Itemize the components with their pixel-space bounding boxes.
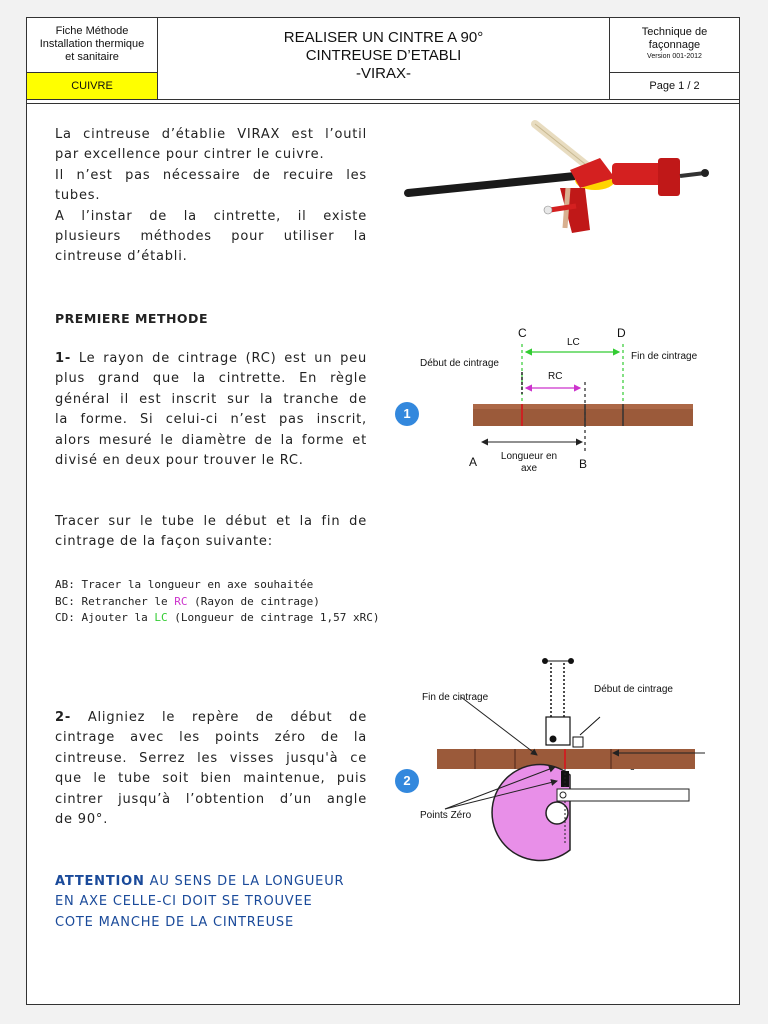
intro-line: cintreuse d’établi.	[55, 249, 188, 265]
step-cd-lc: LC	[154, 611, 168, 624]
intro-line: Il n’est pas nécessaire de recuire les	[55, 167, 367, 183]
title-line: -VIRAX-	[355, 65, 411, 82]
method1-line: divisé en deux pour trouver le RC.	[55, 453, 304, 469]
method1-line: alors mesuré le diamètre de la forme et	[55, 432, 367, 448]
step-cd	[55, 610, 380, 627]
tracer-line: cintrage de la façon suivante:	[55, 534, 273, 550]
step-bc-rc: RC	[174, 594, 188, 608]
attention-line: AU SENS DE LA LONGUEUR	[144, 874, 345, 889]
method2-number: 2-	[55, 710, 72, 725]
tracer-paragraph	[55, 512, 367, 553]
attention-line: COTE MANCHE DE LA CINTREUSE	[55, 914, 294, 930]
method2-line: cintreuse. Serrez les visses jusqu'à ce	[55, 750, 367, 766]
steps-list	[55, 577, 380, 627]
header-version: Version 001-2012	[647, 53, 702, 60]
step-bc-text: BC: Retrancher le	[55, 594, 175, 608]
diagram-1-drawing	[400, 330, 700, 470]
label-fin-cintrage-2: Fin de cintrage	[422, 692, 489, 703]
label-rc: RC	[548, 371, 563, 382]
label-d: D	[617, 326, 626, 340]
header-divider	[27, 103, 739, 104]
title-line: CINTREUSE D’ETABLI	[305, 47, 462, 64]
method1-paragraph	[55, 349, 367, 471]
label-c: C	[518, 326, 527, 340]
intro-line: par excellence pour cintrer le cuivre.	[55, 147, 325, 163]
method1-line: la forme. Si celui-ci n’est pas inscrit,	[55, 412, 367, 428]
header-technique	[610, 18, 739, 73]
longueur-line: axe	[520, 463, 538, 474]
method2-paragraph	[55, 708, 367, 830]
intro-paragraph	[55, 125, 367, 268]
intro-line: plusieurs méthodes pour utiliser la	[55, 229, 367, 245]
technique-line: Technique de	[641, 26, 708, 38]
label-fin-cintrage: Fin de cintrage	[631, 351, 698, 362]
tracer-line: Tracer sur le tube le début et la fin de	[55, 514, 367, 529]
attention-word: ATTENTION	[55, 874, 145, 889]
attention-note	[55, 872, 375, 933]
step-bc-text: (Rayon de cintrage)	[187, 594, 320, 608]
title-line: REALISER UN CINTRE A 90°	[283, 29, 484, 46]
longueur-line: Longueur en	[500, 451, 558, 462]
header-title	[158, 18, 610, 100]
method2-line: cintrer jusqu’à l’obtention d’un angle	[55, 791, 367, 807]
technique-line: façonnage	[648, 39, 701, 51]
method2-line: Aligniez le repère de début de	[71, 710, 367, 725]
attention-line: EN AXE CELLE-CI DOIT SE TROUVEE	[55, 894, 313, 910]
header-page-number: Page 1 / 2	[610, 73, 739, 100]
header-fiche-line: et sanitaire	[65, 51, 119, 63]
bench-bender-illustration	[400, 118, 720, 238]
step-badge-2: 2	[395, 769, 419, 793]
method2-line: de 90°.	[55, 812, 109, 828]
method1-line: Le rayon de cintrage (RC) est un peu	[71, 351, 367, 366]
header-table	[27, 18, 739, 101]
step-ab: AB: Tracer la longueur en axe souhaitée	[55, 578, 314, 591]
label-a: A	[469, 455, 478, 469]
method2-line: que le tube soit bien maintenue, puis	[55, 771, 367, 787]
step-cd-text: CD: Ajouter la	[55, 611, 155, 624]
method-heading: PREMIERE METHODE	[55, 311, 208, 326]
label-debut-cintrage-2: Début de cintrage	[594, 684, 673, 695]
method1-line: plus grand que la cintrette. En règle	[55, 371, 367, 387]
header-fiche-line: Installation thermique	[39, 38, 145, 50]
method1-number: 1-	[55, 351, 72, 366]
header-fiche-line: Fiche Méthode	[55, 25, 129, 37]
header-material: CUIVRE	[27, 73, 158, 100]
intro-line: tubes.	[55, 188, 101, 204]
diagram-2-drawing	[415, 655, 715, 855]
method1-line: général il est inscrit sur la tranche de	[55, 391, 367, 407]
label-debut-cintrage: Début de cintrage	[420, 358, 499, 369]
intro-line: A l’instar de la cintrette, il existe	[55, 208, 367, 224]
step-bc	[55, 594, 380, 611]
header-fiche	[27, 18, 158, 73]
step-cd-text: (Longueur de cintrage 1,57 xRC)	[167, 611, 380, 624]
label-points-zero: Points Zéro	[420, 810, 472, 821]
method2-line: cintrage avec les points zéro de la	[55, 730, 367, 746]
label-lc: LC	[567, 337, 580, 348]
label-b: B	[579, 457, 588, 471]
step-badge-1: 1	[395, 402, 419, 426]
intro-line: La cintreuse d’établie VIRAX est l’outil	[55, 127, 367, 142]
